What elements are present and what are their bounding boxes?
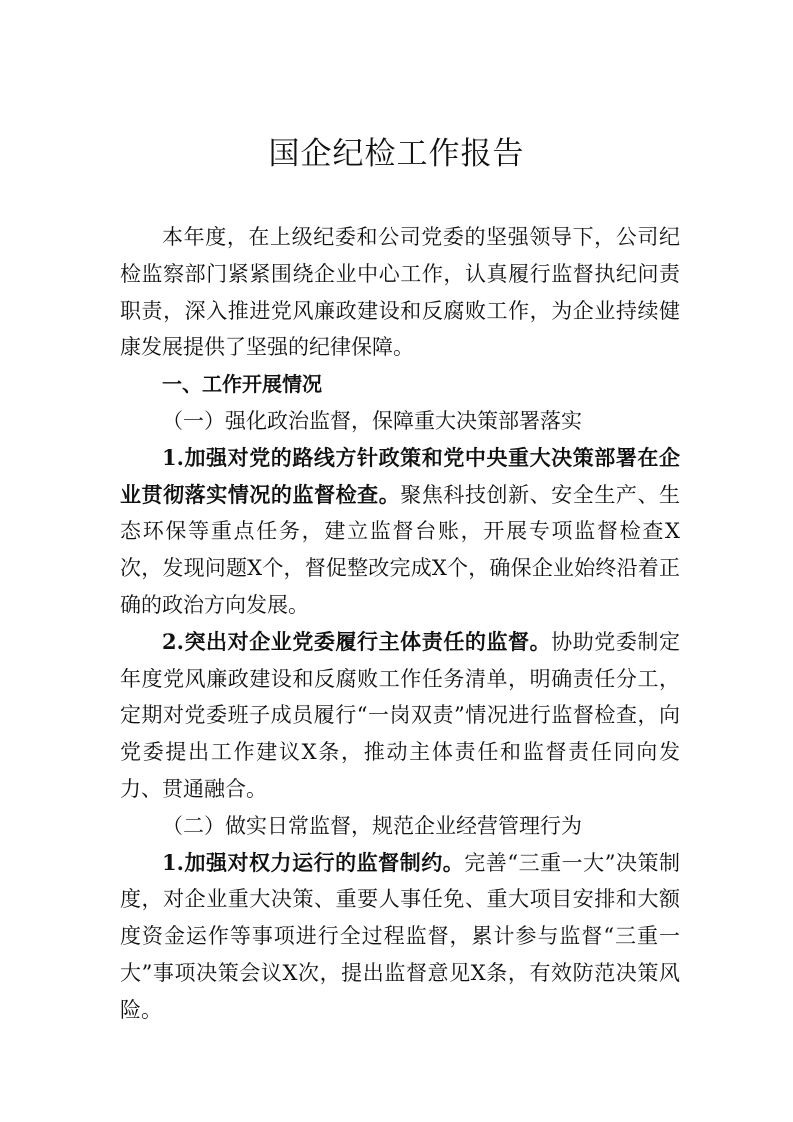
item-lead-1-1: 1.加强对党的路线方针政策和党中央重大决策部署在企业贯彻落实情况的监督检查。 bbox=[120, 444, 680, 507]
subsection-heading-1: （一）强化政治监督，保障重大决策部署落实 bbox=[162, 408, 582, 433]
document-body bbox=[120, 219, 680, 1029]
item-text-1-1: 聚焦科技创新、安全生产、生态环保等重点任务，建立监督台账，开展专项监督检查X次，发现问题X个，督促整改完成X个，确保企业始终沿着正确的政治方向发展。 bbox=[120, 482, 681, 617]
item-text-1-2: 协助党委制定年度党风廉政建设和反腐败工作任务清单，明确责任分工，定期对党委班子成员履行“一岗双责”情况进行监督检查，向党委提出工作建议X条，推动主体责任和监督责任同向发力、贯通融合。 bbox=[120, 629, 680, 801]
document-title: 国企纪检工作报告 bbox=[268, 136, 525, 172]
item-text-2-1: 完善“三重一大”决策制度，对企业重大决策、重要人事任免、重大项目安排和大额度资金运作等事项进行全过程监督，累计参与监督“三重一大”事项决策会议X次，提出监督意见X条，有效防范决策风险。 bbox=[120, 850, 680, 1022]
section-heading-1: 一、工作开展情况 bbox=[162, 372, 322, 397]
item-paragraph-2-1 bbox=[120, 845, 680, 1029]
item-paragraph-1-2 bbox=[120, 624, 680, 808]
item-lead-1-2: 2.突出对企业党委履行主体责任的监督。 bbox=[162, 628, 552, 654]
subsection-heading-2: （二）做实日常监督，规范企业经营管理行为 bbox=[162, 813, 582, 838]
intro-paragraph: 本年度，在上级纪委和公司党委的坚强领导下，公司纪检监察部门紧紧围绕企业中心工作，认真履行监督执纪问责职责，深入推进党风廉政建设和反腐败工作，为企业持续健康发展提供了坚强的纪律保障。 bbox=[120, 225, 680, 360]
item-paragraph-1-1 bbox=[120, 440, 680, 624]
item-lead-2-1: 1.加强对权力运行的监督制约。 bbox=[162, 849, 465, 875]
